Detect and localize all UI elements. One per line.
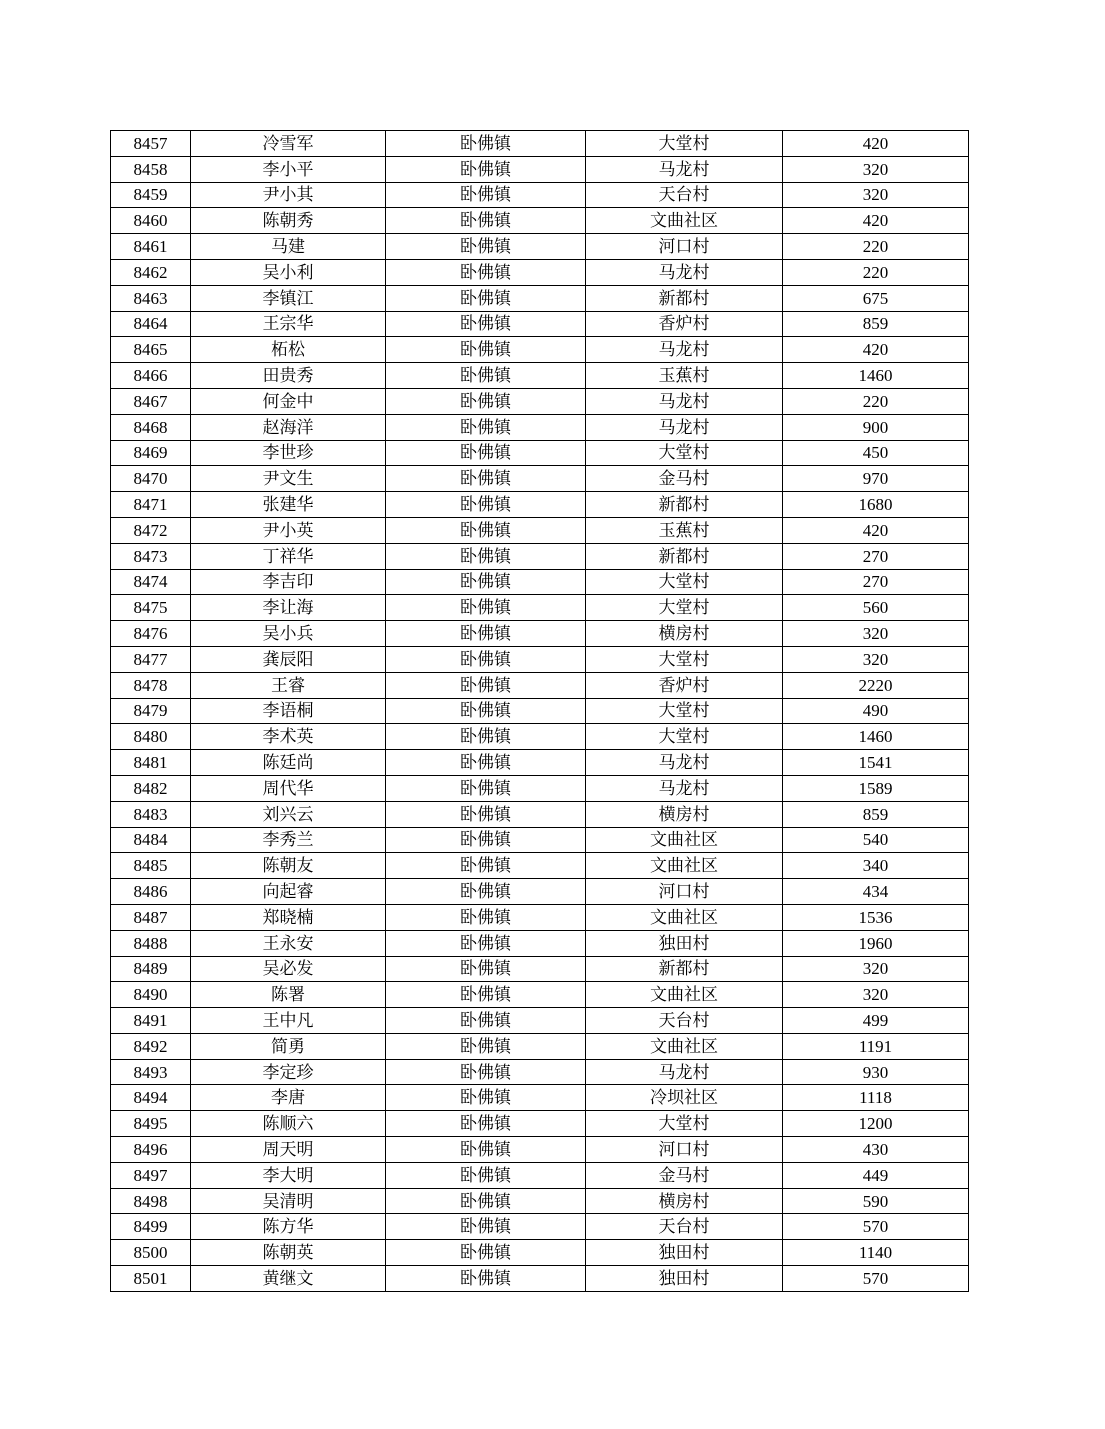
cell-name: 陈方华 [191, 1214, 386, 1240]
cell-village: 马龙村 [586, 156, 783, 182]
cell-id: 8463 [111, 285, 191, 311]
table-row [111, 801, 969, 827]
cell-amount: 1960 [783, 930, 969, 956]
cell-town: 卧佛镇 [386, 853, 586, 879]
table-row [111, 672, 969, 698]
cell-id: 8485 [111, 853, 191, 879]
table-row [111, 646, 969, 672]
cell-town: 卧佛镇 [386, 440, 586, 466]
cell-amount: 320 [783, 982, 969, 1008]
cell-name: 李语桐 [191, 698, 386, 724]
table-row [111, 982, 969, 1008]
cell-town: 卧佛镇 [386, 285, 586, 311]
cell-id: 8464 [111, 311, 191, 337]
cell-amount: 270 [783, 569, 969, 595]
cell-amount: 859 [783, 311, 969, 337]
cell-amount: 220 [783, 234, 969, 260]
cell-amount: 1200 [783, 1111, 969, 1137]
cell-village: 河口村 [586, 1137, 783, 1163]
cell-village: 天台村 [586, 1008, 783, 1034]
cell-name: 刘兴云 [191, 801, 386, 827]
cell-id: 8493 [111, 1059, 191, 1085]
cell-name: 李唐 [191, 1085, 386, 1111]
cell-name: 丁祥华 [191, 543, 386, 569]
cell-town: 卧佛镇 [386, 698, 586, 724]
cell-amount: 859 [783, 801, 969, 827]
cell-town: 卧佛镇 [386, 1162, 586, 1188]
cell-name: 尹小其 [191, 182, 386, 208]
table-row [111, 311, 969, 337]
cell-name: 吴必发 [191, 956, 386, 982]
cell-amount: 1541 [783, 750, 969, 776]
cell-town: 卧佛镇 [386, 1033, 586, 1059]
cell-amount: 675 [783, 285, 969, 311]
cell-amount: 490 [783, 698, 969, 724]
cell-name: 李定珍 [191, 1059, 386, 1085]
cell-name: 李术英 [191, 724, 386, 750]
cell-name: 李秀兰 [191, 827, 386, 853]
cell-id: 8491 [111, 1008, 191, 1034]
table-row [111, 930, 969, 956]
cell-village: 横房村 [586, 621, 783, 647]
cell-town: 卧佛镇 [386, 234, 586, 260]
cell-id: 8471 [111, 492, 191, 518]
table-row [111, 956, 969, 982]
cell-id: 8466 [111, 363, 191, 389]
table-row [111, 1033, 969, 1059]
cell-name: 陈朝英 [191, 1240, 386, 1266]
cell-amount: 340 [783, 853, 969, 879]
cell-village: 文曲社区 [586, 1033, 783, 1059]
cell-id: 8468 [111, 414, 191, 440]
table-row [111, 363, 969, 389]
cell-id: 8475 [111, 595, 191, 621]
cell-village: 玉蕉村 [586, 363, 783, 389]
cell-id: 8483 [111, 801, 191, 827]
cell-village: 文曲社区 [586, 904, 783, 930]
cell-name: 李吉印 [191, 569, 386, 595]
cell-id: 8488 [111, 930, 191, 956]
cell-village: 新都村 [586, 285, 783, 311]
cell-town: 卧佛镇 [386, 1214, 586, 1240]
cell-village: 大堂村 [586, 595, 783, 621]
cell-village: 文曲社区 [586, 208, 783, 234]
cell-amount: 900 [783, 414, 969, 440]
cell-village: 马龙村 [586, 1059, 783, 1085]
cell-amount: 1460 [783, 363, 969, 389]
cell-amount: 320 [783, 182, 969, 208]
cell-name: 黄继文 [191, 1266, 386, 1292]
cell-name: 王宗华 [191, 311, 386, 337]
cell-name: 尹文生 [191, 466, 386, 492]
cell-village: 马龙村 [586, 414, 783, 440]
cell-village: 玉蕉村 [586, 517, 783, 543]
cell-town: 卧佛镇 [386, 259, 586, 285]
cell-name: 陈朝友 [191, 853, 386, 879]
cell-village: 大堂村 [586, 646, 783, 672]
cell-name: 李世珍 [191, 440, 386, 466]
cell-name: 赵海洋 [191, 414, 386, 440]
cell-village: 大堂村 [586, 698, 783, 724]
cell-amount: 450 [783, 440, 969, 466]
cell-town: 卧佛镇 [386, 621, 586, 647]
cell-village: 马龙村 [586, 259, 783, 285]
cell-town: 卧佛镇 [386, 543, 586, 569]
cell-name: 李小平 [191, 156, 386, 182]
cell-id: 8489 [111, 956, 191, 982]
table-row [111, 827, 969, 853]
cell-town: 卧佛镇 [386, 904, 586, 930]
cell-amount: 570 [783, 1266, 969, 1292]
cell-id: 8497 [111, 1162, 191, 1188]
cell-village: 大堂村 [586, 724, 783, 750]
table-row [111, 492, 969, 518]
cell-town: 卧佛镇 [386, 156, 586, 182]
cell-town: 卧佛镇 [386, 1137, 586, 1163]
cell-amount: 270 [783, 543, 969, 569]
cell-town: 卧佛镇 [386, 982, 586, 1008]
cell-town: 卧佛镇 [386, 388, 586, 414]
cell-town: 卧佛镇 [386, 1240, 586, 1266]
cell-village: 新都村 [586, 543, 783, 569]
table-row [111, 1214, 969, 1240]
cell-id: 8486 [111, 879, 191, 905]
cell-id: 8469 [111, 440, 191, 466]
cell-town: 卧佛镇 [386, 595, 586, 621]
cell-id: 8467 [111, 388, 191, 414]
table-row [111, 853, 969, 879]
table-row [111, 1008, 969, 1034]
table-row [111, 750, 969, 776]
cell-village: 大堂村 [586, 569, 783, 595]
cell-amount: 220 [783, 259, 969, 285]
cell-name: 吴小兵 [191, 621, 386, 647]
cell-name: 柘松 [191, 337, 386, 363]
cell-amount: 1191 [783, 1033, 969, 1059]
table-row [111, 440, 969, 466]
cell-town: 卧佛镇 [386, 1188, 586, 1214]
cell-amount: 449 [783, 1162, 969, 1188]
table-row [111, 595, 969, 621]
cell-town: 卧佛镇 [386, 466, 586, 492]
cell-amount: 320 [783, 646, 969, 672]
cell-village: 独田村 [586, 1240, 783, 1266]
table-row [111, 569, 969, 595]
cell-town: 卧佛镇 [386, 1111, 586, 1137]
table-row [111, 621, 969, 647]
cell-id: 8474 [111, 569, 191, 595]
cell-village: 天台村 [586, 182, 783, 208]
cell-id: 8458 [111, 156, 191, 182]
table-row [111, 517, 969, 543]
cell-amount: 1589 [783, 775, 969, 801]
cell-id: 8465 [111, 337, 191, 363]
table-body [111, 131, 969, 1292]
table-row [111, 337, 969, 363]
cell-village: 大堂村 [586, 131, 783, 157]
cell-village: 横房村 [586, 1188, 783, 1214]
cell-village: 香炉村 [586, 672, 783, 698]
cell-amount: 540 [783, 827, 969, 853]
cell-id: 8482 [111, 775, 191, 801]
table-row [111, 414, 969, 440]
cell-id: 8479 [111, 698, 191, 724]
table-row [111, 1266, 969, 1292]
data-table [110, 130, 969, 1292]
cell-amount: 430 [783, 1137, 969, 1163]
cell-town: 卧佛镇 [386, 208, 586, 234]
cell-village: 文曲社区 [586, 982, 783, 1008]
cell-name: 陈署 [191, 982, 386, 1008]
cell-town: 卧佛镇 [386, 311, 586, 337]
table-row [111, 156, 969, 182]
cell-id: 8500 [111, 1240, 191, 1266]
cell-amount: 220 [783, 388, 969, 414]
cell-amount: 1536 [783, 904, 969, 930]
cell-amount: 320 [783, 156, 969, 182]
table-row [111, 775, 969, 801]
cell-town: 卧佛镇 [386, 827, 586, 853]
cell-village: 新都村 [586, 492, 783, 518]
cell-id: 8501 [111, 1266, 191, 1292]
cell-town: 卧佛镇 [386, 363, 586, 389]
cell-name: 尹小英 [191, 517, 386, 543]
cell-town: 卧佛镇 [386, 1266, 586, 1292]
cell-amount: 2220 [783, 672, 969, 698]
cell-id: 8484 [111, 827, 191, 853]
cell-id: 8481 [111, 750, 191, 776]
cell-name: 马建 [191, 234, 386, 260]
table-row [111, 904, 969, 930]
table-row [111, 1162, 969, 1188]
cell-town: 卧佛镇 [386, 492, 586, 518]
cell-name: 吴小利 [191, 259, 386, 285]
cell-amount: 1680 [783, 492, 969, 518]
cell-town: 卧佛镇 [386, 1059, 586, 1085]
cell-village: 河口村 [586, 879, 783, 905]
table-row [111, 131, 969, 157]
table-row [111, 1240, 969, 1266]
table-row [111, 1188, 969, 1214]
cell-id: 8470 [111, 466, 191, 492]
cell-village: 马龙村 [586, 388, 783, 414]
cell-town: 卧佛镇 [386, 569, 586, 595]
cell-village: 天台村 [586, 1214, 783, 1240]
cell-village: 马龙村 [586, 775, 783, 801]
cell-id: 8499 [111, 1214, 191, 1240]
cell-id: 8476 [111, 621, 191, 647]
cell-name: 张建华 [191, 492, 386, 518]
cell-name: 简勇 [191, 1033, 386, 1059]
cell-name: 王永安 [191, 930, 386, 956]
cell-amount: 570 [783, 1214, 969, 1240]
cell-name: 何金中 [191, 388, 386, 414]
table-row [111, 698, 969, 724]
cell-id: 8480 [111, 724, 191, 750]
cell-name: 陈顺六 [191, 1111, 386, 1137]
cell-id: 8495 [111, 1111, 191, 1137]
cell-id: 8494 [111, 1085, 191, 1111]
cell-town: 卧佛镇 [386, 414, 586, 440]
cell-town: 卧佛镇 [386, 1085, 586, 1111]
cell-name: 陈朝秀 [191, 208, 386, 234]
table-row [111, 182, 969, 208]
cell-village: 大堂村 [586, 1111, 783, 1137]
cell-village: 新都村 [586, 956, 783, 982]
table-row [111, 234, 969, 260]
cell-town: 卧佛镇 [386, 517, 586, 543]
cell-town: 卧佛镇 [386, 724, 586, 750]
cell-name: 冷雪军 [191, 131, 386, 157]
cell-amount: 1118 [783, 1085, 969, 1111]
cell-village: 河口村 [586, 234, 783, 260]
table-row [111, 208, 969, 234]
table-row [111, 259, 969, 285]
cell-amount: 970 [783, 466, 969, 492]
cell-amount: 930 [783, 1059, 969, 1085]
cell-amount: 1140 [783, 1240, 969, 1266]
cell-id: 8496 [111, 1137, 191, 1163]
cell-name: 郑晓楠 [191, 904, 386, 930]
cell-village: 横房村 [586, 801, 783, 827]
cell-id: 8472 [111, 517, 191, 543]
table-row [111, 1137, 969, 1163]
cell-name: 周天明 [191, 1137, 386, 1163]
cell-town: 卧佛镇 [386, 646, 586, 672]
cell-amount: 420 [783, 131, 969, 157]
cell-amount: 560 [783, 595, 969, 621]
cell-amount: 420 [783, 337, 969, 363]
cell-name: 王中凡 [191, 1008, 386, 1034]
cell-amount: 590 [783, 1188, 969, 1214]
cell-name: 王睿 [191, 672, 386, 698]
cell-id: 8459 [111, 182, 191, 208]
cell-town: 卧佛镇 [386, 956, 586, 982]
cell-id: 8492 [111, 1033, 191, 1059]
cell-amount: 499 [783, 1008, 969, 1034]
cell-village: 文曲社区 [586, 853, 783, 879]
cell-amount: 1460 [783, 724, 969, 750]
cell-town: 卧佛镇 [386, 930, 586, 956]
table-row [111, 388, 969, 414]
cell-village: 马龙村 [586, 337, 783, 363]
cell-id: 8478 [111, 672, 191, 698]
cell-village: 香炉村 [586, 311, 783, 337]
cell-amount: 434 [783, 879, 969, 905]
cell-id: 8498 [111, 1188, 191, 1214]
cell-id: 8490 [111, 982, 191, 1008]
table-row [111, 285, 969, 311]
cell-id: 8461 [111, 234, 191, 260]
cell-id: 8487 [111, 904, 191, 930]
cell-name: 向起睿 [191, 879, 386, 905]
cell-id: 8477 [111, 646, 191, 672]
table-row [111, 724, 969, 750]
cell-village: 马龙村 [586, 750, 783, 776]
cell-town: 卧佛镇 [386, 801, 586, 827]
cell-name: 龚辰阳 [191, 646, 386, 672]
cell-town: 卧佛镇 [386, 337, 586, 363]
cell-id: 8473 [111, 543, 191, 569]
cell-name: 李大明 [191, 1162, 386, 1188]
cell-village: 大堂村 [586, 440, 783, 466]
table-row [111, 1111, 969, 1137]
cell-id: 8460 [111, 208, 191, 234]
cell-amount: 420 [783, 208, 969, 234]
cell-amount: 320 [783, 956, 969, 982]
cell-amount: 320 [783, 621, 969, 647]
cell-name: 李镇江 [191, 285, 386, 311]
cell-amount: 420 [783, 517, 969, 543]
cell-name: 陈廷尚 [191, 750, 386, 776]
table-row [111, 466, 969, 492]
cell-town: 卧佛镇 [386, 750, 586, 776]
cell-village: 文曲社区 [586, 827, 783, 853]
cell-town: 卧佛镇 [386, 1008, 586, 1034]
cell-name: 吴清明 [191, 1188, 386, 1214]
table-row [111, 1059, 969, 1085]
cell-village: 金马村 [586, 466, 783, 492]
table-row [111, 1085, 969, 1111]
cell-name: 周代华 [191, 775, 386, 801]
cell-village: 独田村 [586, 1266, 783, 1292]
cell-village: 独田村 [586, 930, 783, 956]
cell-name: 田贵秀 [191, 363, 386, 389]
cell-village: 冷坝社区 [586, 1085, 783, 1111]
cell-town: 卧佛镇 [386, 879, 586, 905]
cell-town: 卧佛镇 [386, 775, 586, 801]
table-row [111, 879, 969, 905]
cell-village: 金马村 [586, 1162, 783, 1188]
cell-name: 李让海 [191, 595, 386, 621]
cell-id: 8457 [111, 131, 191, 157]
cell-town: 卧佛镇 [386, 131, 586, 157]
table-row [111, 543, 969, 569]
cell-town: 卧佛镇 [386, 182, 586, 208]
cell-id: 8462 [111, 259, 191, 285]
cell-town: 卧佛镇 [386, 672, 586, 698]
